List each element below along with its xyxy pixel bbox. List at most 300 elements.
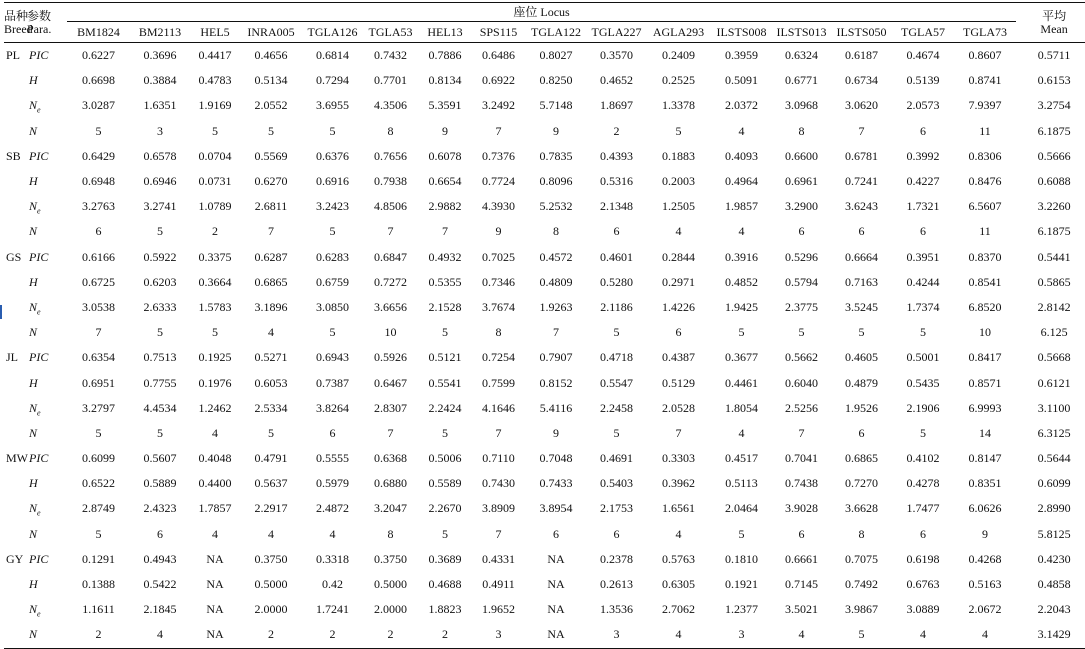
value-cell: 3.2423	[316, 199, 349, 214]
value-cell: 5	[442, 526, 448, 541]
table-row	[4, 93, 1085, 118]
param-ne-base: N	[29, 501, 38, 516]
breed-cell	[4, 194, 27, 219]
value-cell: 0.5547	[600, 375, 633, 390]
value-cell: 5	[831, 622, 892, 648]
value-cell: 0.5589	[428, 476, 462, 491]
value-cell: 0.4387	[662, 350, 695, 365]
value-cell: 0.2378	[600, 551, 633, 566]
value-cell: 0.4400	[198, 476, 232, 491]
value-cell: 5	[157, 325, 163, 340]
value-cell: 7	[858, 123, 865, 138]
value-cell: NA	[547, 602, 565, 617]
value-cell: 2.2917	[254, 501, 288, 516]
value-cell: 0.7492	[845, 577, 878, 592]
value-cell: 2.6333	[143, 299, 177, 314]
value-cell: 6.5607	[968, 199, 1002, 214]
value-cell: 9	[982, 526, 989, 541]
value-cell: 7	[387, 224, 394, 239]
value-cell: 0.2971	[662, 274, 695, 289]
table-row	[4, 622, 1085, 648]
value-cell: 2.1348	[600, 199, 633, 214]
value-cell: 1.8054	[725, 400, 758, 415]
value-cell: 1.4226	[662, 299, 695, 314]
value-cell: 3.5021	[785, 602, 818, 617]
table-row	[4, 547, 1085, 572]
value-cell: 1.7241	[316, 602, 349, 617]
value-cell: 0.7272	[374, 274, 407, 289]
value-cell: 5	[157, 224, 163, 239]
value-cell: 5	[212, 123, 218, 138]
mean-cell: 6.125	[1040, 325, 1068, 340]
value-cell: 2.6811	[254, 199, 288, 214]
value-cell: 0.2409	[662, 48, 695, 63]
breed-cell	[4, 119, 27, 144]
locus-column-header: TGLA73	[954, 22, 1016, 43]
value-cell: 0.5113	[725, 476, 758, 491]
value-cell: 0.6283	[316, 249, 349, 264]
value-cell: 0.7656	[374, 148, 407, 163]
value-cell: 9	[442, 123, 448, 138]
value-cell: 0.3375	[198, 249, 232, 264]
value-cell: 5	[329, 224, 336, 239]
value-cell: 6	[920, 224, 926, 239]
param-ne-base: N	[29, 199, 38, 214]
value-cell: 7	[442, 224, 448, 239]
value-cell: 0.8541	[968, 274, 1002, 289]
mean-cell: 6.3125	[1037, 425, 1071, 440]
mean-cell: 0.5711	[1037, 48, 1071, 63]
value-cell: 4	[675, 224, 682, 239]
locus-column-header: HEL13	[418, 22, 472, 43]
value-cell: 0.4852	[725, 274, 758, 289]
value-cell: 5	[738, 526, 745, 541]
breed-cell: MW	[6, 451, 28, 466]
value-cell: 3.2492	[482, 98, 515, 113]
value-cell: 0.6759	[316, 274, 349, 289]
value-cell: 2	[613, 123, 620, 138]
value-cell: 0.7075	[845, 551, 878, 566]
value-cell: 0.5006	[428, 451, 462, 466]
value-cell: 6	[675, 325, 682, 340]
value-cell: 5	[613, 325, 620, 340]
param-ne-base: N	[29, 602, 38, 617]
value-cell: 3	[472, 622, 525, 648]
value-cell: 0.4791	[254, 451, 288, 466]
value-cell: 0.4652	[600, 73, 633, 88]
value-cell: 0.2003	[662, 174, 695, 189]
param-ne-base: N	[29, 98, 38, 113]
value-cell: 6	[920, 123, 926, 138]
table-row	[4, 219, 1085, 244]
value-cell: 0.1291	[82, 551, 115, 566]
value-cell: 1.9425	[725, 299, 758, 314]
value-cell: 0.7701	[374, 73, 407, 88]
value-cell: 3.9028	[785, 501, 818, 516]
value-cell: 0.7433	[539, 476, 573, 491]
value-cell: 0.3962	[662, 476, 695, 491]
value-cell: 3	[711, 622, 772, 648]
value-cell: 7	[268, 224, 274, 239]
param-cell: N	[29, 425, 38, 440]
value-cell: 0.4278	[906, 476, 940, 491]
value-cell: 3.5245	[845, 299, 878, 314]
value-cell: 0.5662	[785, 350, 818, 365]
value-cell: 2.4872	[316, 501, 349, 516]
value-cell: 0.6078	[428, 148, 462, 163]
param-cell: H	[29, 274, 38, 289]
breed-cell	[4, 320, 27, 345]
value-cell: 0.6053	[254, 375, 288, 390]
value-cell: 2.0552	[254, 98, 288, 113]
value-cell: 7	[675, 425, 682, 440]
value-cell: 2.1906	[906, 400, 940, 415]
value-cell: 0.1925	[198, 350, 232, 365]
value-cell: 6	[858, 425, 865, 440]
param-cell	[27, 597, 67, 622]
value-cell: 5	[858, 325, 865, 340]
mean-cell: 2.8142	[1037, 299, 1071, 314]
value-cell: 0.5129	[662, 375, 695, 390]
value-cell: 1.7857	[198, 501, 232, 516]
mean-cell: 0.5666	[1037, 148, 1071, 163]
table-row	[4, 270, 1085, 295]
value-cell: 0.4572	[539, 249, 573, 264]
value-cell: 0.8741	[968, 73, 1002, 88]
value-cell: 4	[772, 622, 831, 648]
value-cell: NA	[206, 602, 224, 617]
param-cell	[27, 496, 67, 521]
value-cell: 2.8749	[82, 501, 115, 516]
value-cell: 2.2424	[428, 400, 462, 415]
value-cell: 5	[95, 123, 102, 138]
value-cell: 7	[798, 425, 805, 440]
value-cell: 2.0000	[374, 602, 407, 617]
value-cell: 5	[268, 123, 274, 138]
value-cell: 1.2505	[662, 199, 695, 214]
value-cell: 0.6040	[785, 375, 818, 390]
value-cell: 0.6664	[845, 249, 878, 264]
mean-cell: 3.1100	[1037, 400, 1071, 415]
breed-cell: GY	[6, 551, 24, 566]
value-cell: 0.6287	[254, 249, 288, 264]
value-cell: 0.6865	[845, 451, 878, 466]
value-cell: 0.3318	[316, 551, 349, 566]
value-cell: 0.3992	[906, 148, 940, 163]
value-cell: 8	[495, 325, 502, 340]
value-cell: 2.0000	[254, 602, 288, 617]
value-cell: 1.7477	[906, 501, 940, 516]
param-header-cn: 参数	[27, 8, 52, 23]
breed-cell	[4, 68, 27, 93]
value-cell: 1.6561	[662, 501, 695, 516]
table-row	[4, 446, 1085, 471]
value-cell: 0.4879	[845, 375, 878, 390]
value-cell: 0.6951	[82, 375, 115, 390]
value-cell: 5	[329, 325, 336, 340]
value-cell: 0.6203	[143, 274, 177, 289]
locus-column-header: ILSTS050	[831, 22, 892, 43]
value-cell: 0.3570	[600, 48, 633, 63]
value-cell: 0.5163	[968, 577, 1002, 592]
value-cell: 2.1753	[600, 501, 633, 516]
value-cell: 5.2532	[539, 199, 573, 214]
table-row	[4, 345, 1085, 370]
value-cell: 7	[95, 325, 102, 340]
table-row	[4, 43, 1085, 69]
value-cell: 0.6600	[785, 148, 818, 163]
value-cell: 0.6354	[82, 350, 115, 365]
value-cell: 1.6351	[143, 98, 177, 113]
locus-column-header: TGLA227	[587, 22, 646, 43]
value-cell: 0.6943	[316, 350, 349, 365]
value-cell: 1.5783	[198, 299, 232, 314]
value-cell: 0.6948	[82, 174, 115, 189]
value-cell: 3.0850	[316, 299, 349, 314]
margin-marker	[0, 305, 2, 319]
value-cell: 7	[553, 325, 559, 340]
param-ne-subscript: e	[37, 206, 41, 216]
value-cell: 2	[212, 224, 218, 239]
value-cell: 7	[495, 123, 502, 138]
value-cell: 9	[553, 425, 559, 440]
value-cell: 0.3750	[254, 551, 288, 566]
value-cell: 6	[798, 526, 805, 541]
value-cell: 0.3916	[725, 249, 758, 264]
param-cell: N	[29, 526, 38, 541]
breed-header	[4, 3, 33, 43]
locus-column-header: HEL5	[190, 22, 240, 43]
value-cell: 3.6243	[845, 199, 878, 214]
mean-cell: 6.1875	[1037, 224, 1071, 239]
value-cell: 5.7148	[539, 98, 573, 113]
value-cell: 0.4964	[725, 174, 758, 189]
param-cell: N	[27, 622, 67, 648]
value-cell: 0.6467	[374, 375, 407, 390]
value-cell: 2.7062	[662, 602, 695, 617]
breed-cell: SB	[6, 148, 21, 163]
value-cell: 0.1388	[82, 577, 115, 592]
value-cell: 5	[798, 325, 805, 340]
breed-header-en: Breed	[4, 21, 33, 36]
table-row	[4, 119, 1085, 144]
mean-cell: 2.8990	[1037, 501, 1071, 516]
value-cell: 0.5121	[428, 350, 462, 365]
value-cell: 9	[495, 224, 502, 239]
value-cell: 4	[212, 526, 218, 541]
value-cell: 0.7513	[143, 350, 177, 365]
value-cell: 6	[329, 425, 336, 440]
value-cell: 0.8152	[539, 375, 573, 390]
value-cell: 0.1976	[198, 375, 232, 390]
locus-column-header: TGLA126	[302, 22, 363, 43]
locus-statistics-table	[4, 2, 1085, 649]
value-cell: 4	[268, 325, 274, 340]
value-cell: 0.5355	[428, 274, 462, 289]
breed-cell	[4, 421, 27, 446]
value-cell: 4.3506	[374, 98, 407, 113]
value-cell: 6.8520	[968, 299, 1002, 314]
value-cell: 0.3689	[428, 551, 462, 566]
value-cell: 0.6661	[785, 551, 818, 566]
value-cell: 3.8264	[316, 400, 349, 415]
breed-cell	[4, 471, 27, 496]
breed-cell	[4, 622, 27, 648]
value-cell: 0.5607	[143, 451, 177, 466]
value-cell: 1.9526	[845, 400, 878, 415]
value-cell: 6.0626	[968, 501, 1002, 516]
value-cell: 5	[442, 425, 448, 440]
value-cell: 14	[979, 425, 992, 440]
value-cell: 0.2525	[662, 73, 695, 88]
value-cell: 8	[858, 526, 865, 541]
table-row	[4, 522, 1085, 547]
param-header	[27, 3, 67, 43]
value-cell: 2.0372	[725, 98, 758, 113]
value-cell: 2.5256	[785, 400, 818, 415]
value-cell: 4	[212, 425, 218, 440]
locus-column-header: SPS115	[472, 22, 525, 43]
value-cell: 0.6734	[845, 73, 878, 88]
value-cell: 7.9397	[968, 98, 1002, 113]
param-cell: PIC	[29, 451, 49, 466]
value-cell: 0.5139	[906, 73, 940, 88]
param-cell: PIC	[29, 148, 49, 163]
mean-cell: 3.2754	[1037, 98, 1071, 113]
locus-column-header: TGLA53	[363, 22, 418, 43]
value-cell: 2.0528	[662, 400, 695, 415]
value-cell: 6	[157, 526, 163, 541]
value-cell: 0.2613	[600, 577, 633, 592]
value-cell: 0.6376	[316, 148, 349, 163]
value-cell: 0.2844	[662, 249, 695, 264]
value-cell: 0.1810	[725, 551, 758, 566]
value-cell: 4.3930	[482, 199, 515, 214]
param-ne-subscript: e	[37, 408, 41, 418]
param-cell: PIC	[29, 249, 49, 264]
value-cell: 4	[738, 123, 745, 138]
value-cell: 0.5922	[143, 249, 177, 264]
value-cell: 11	[979, 123, 991, 138]
value-cell: 2.1186	[600, 299, 633, 314]
value-cell: 3.6955	[316, 98, 349, 113]
value-cell: 0.7432	[374, 48, 407, 63]
value-cell: 1.9652	[482, 602, 515, 617]
value-cell: 5	[329, 123, 336, 138]
value-cell: 4	[738, 224, 745, 239]
value-cell: 0.7241	[845, 174, 878, 189]
value-cell: 0.4911	[482, 577, 515, 592]
value-cell: 3	[587, 622, 646, 648]
value-cell: 1.2377	[725, 602, 758, 617]
table-row	[4, 597, 1085, 622]
value-cell: 0.6725	[82, 274, 115, 289]
value-cell: 4	[130, 622, 190, 648]
value-cell: 0.7938	[374, 174, 407, 189]
value-cell: 3.0620	[845, 98, 878, 113]
value-cell: 3.0538	[82, 299, 115, 314]
value-cell: 1.9857	[725, 199, 758, 214]
value-cell: 5	[920, 325, 926, 340]
value-cell: 0.8417	[968, 350, 1002, 365]
value-cell: 0.7270	[845, 476, 878, 491]
value-cell: 0.6880	[374, 476, 407, 491]
value-cell: 3.1896	[254, 299, 288, 314]
table-row	[4, 245, 1085, 270]
locus-column-header: TGLA57	[892, 22, 954, 43]
value-cell: 5.3591	[428, 98, 462, 113]
mean-cell: 0.4858	[1037, 577, 1071, 592]
table-row	[4, 396, 1085, 421]
locus-column-header: BM1824	[67, 22, 130, 43]
value-cell: 3.0889	[906, 602, 940, 617]
value-cell: 5	[268, 425, 274, 440]
value-cell: 0.4393	[600, 148, 633, 163]
value-cell: 2.1845	[143, 602, 177, 617]
locus-column-header: AGLA293	[646, 22, 711, 43]
mean-cell: 3.2260	[1037, 199, 1071, 214]
value-cell: 0.5296	[785, 249, 818, 264]
value-cell: 0.6187	[845, 48, 878, 63]
value-cell: 3.0968	[785, 98, 818, 113]
value-cell: 7	[387, 425, 394, 440]
mean-cell: 3.1429	[1016, 622, 1085, 648]
value-cell: 2.3775	[785, 299, 818, 314]
value-cell: 3.2797	[82, 400, 115, 415]
value-cell: 0.5316	[600, 174, 633, 189]
value-cell: NA	[525, 622, 587, 648]
value-cell: 3.2741	[143, 199, 177, 214]
value-cell: NA	[547, 551, 565, 566]
value-cell: 0.8134	[428, 73, 462, 88]
value-cell: 2.2670	[428, 501, 462, 516]
value-cell: 2.0464	[725, 501, 758, 516]
param-header-en: Para.	[27, 21, 52, 36]
value-cell: 7	[495, 425, 502, 440]
value-cell: 0.4268	[968, 551, 1002, 566]
value-cell: 0.3959	[725, 48, 758, 63]
value-cell: 0.7755	[143, 375, 177, 390]
breed-cell	[4, 169, 27, 194]
value-cell: 6	[858, 224, 865, 239]
value-cell: 0.6961	[785, 174, 818, 189]
param-cell: H	[29, 73, 38, 88]
value-cell: 8	[798, 123, 805, 138]
value-cell: 0.3884	[143, 73, 177, 88]
value-cell: 7	[495, 526, 502, 541]
table-row	[4, 169, 1085, 194]
value-cell: 8	[387, 526, 394, 541]
value-cell: 2	[418, 622, 472, 648]
value-cell: 0.1883	[662, 148, 695, 163]
table-row	[4, 295, 1085, 320]
value-cell: 0.3750	[374, 551, 407, 566]
value-cell: 4.8506	[374, 199, 407, 214]
value-cell: 3.6628	[845, 501, 878, 516]
value-cell: 0.6771	[785, 73, 818, 88]
value-cell: 0.6847	[374, 249, 407, 264]
value-cell: 2.2458	[600, 400, 633, 415]
value-cell: 0.4417	[198, 48, 232, 63]
value-cell: 2.0672	[968, 602, 1002, 617]
value-cell: 0.4093	[725, 148, 758, 163]
value-cell: 0.3303	[662, 451, 695, 466]
value-cell: 5	[95, 425, 102, 440]
breed-cell: PL	[6, 48, 21, 63]
value-cell: 0.3951	[906, 249, 940, 264]
mean-cell: 0.5668	[1037, 350, 1071, 365]
value-cell: 6	[798, 224, 805, 239]
